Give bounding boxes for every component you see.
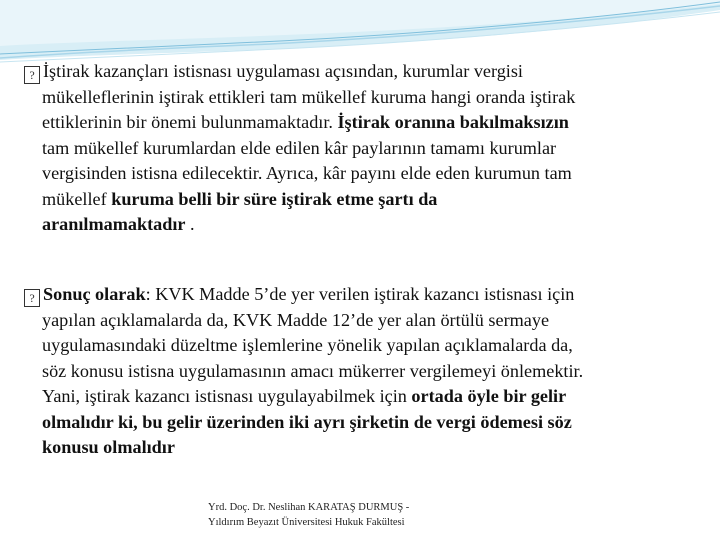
footer-institution: Yıldırım Beyazıt Üniversitesi Hukuk Fakültesi	[208, 517, 405, 528]
p1-line7: aranılmamaktadır .	[42, 214, 195, 234]
p2-line6: olmalıdır ki, bu gelir üzerinden iki ayrı şirketin de vergi ödemesi söz	[42, 411, 572, 432]
p2-line5: Yani, iştirak kazancı istisnası uygulayabilmek için ortada öyle bir gelir	[42, 386, 567, 406]
p1-line5: vergisinden istisna edilecektir. Ayrıca, kâr payını elde eden kurumun tam	[42, 163, 572, 183]
p1-line1: İştirak kazançları istisnası uygulaması açısından, kurumlar vergisi	[43, 61, 523, 81]
square-bullet-icon: ?	[24, 289, 40, 307]
p1-line3: ettiklerinin bir önemi bulunmamaktadır. İştirak oranına bakılmaksızın	[42, 112, 569, 132]
footer-author-name: Yrd. Doç. Dr. Neslihan KARATAŞ DURMUŞ -	[208, 502, 410, 513]
p2-line7: konusu olmalıdır	[42, 437, 175, 457]
paragraph-sonuc	[24, 282, 704, 461]
paragraph-istirak-orani	[24, 59, 704, 238]
p2-bold-phrase: ortada öyle bir gelir	[411, 386, 567, 406]
footer-author	[208, 500, 409, 530]
square-bullet-icon: ?	[24, 66, 40, 84]
p2-bold-lead: Sonuç olarak	[43, 284, 146, 304]
p1-line6: mükellef kuruma belli bir süre iştirak etme şartı da	[42, 188, 438, 209]
p1-bold-phrase-2: kuruma belli bir süre iştirak etme şartı da	[111, 188, 438, 209]
p2-line3: uygulamasındaki düzeltme işlemlerine yönelik yapılan açıklamalarda da,	[42, 335, 573, 355]
p1-line2: mükelleflerinin iştirak ettikleri tam mükellef kuruma hangi oranda iştirak	[42, 86, 576, 107]
p2-line1: : KVK Madde 5’de yer verilen iştirak kazancı istisnası için	[145, 284, 575, 304]
p2-line4: söz konusu istisna uygulamasının amacı mükerrer vergilemeyi önlemektir.	[42, 360, 584, 381]
p1-bold-phrase: İştirak oranına bakılmaksızın	[337, 112, 569, 132]
p2-line2: yapılan açıklamalarda da, KVK Madde 12’de yer alan örtülü sermaye	[42, 309, 550, 330]
p1-line4: tam mükellef kurumlardan elde edilen kâr paylarının tamamı kurumlar	[42, 137, 557, 158]
